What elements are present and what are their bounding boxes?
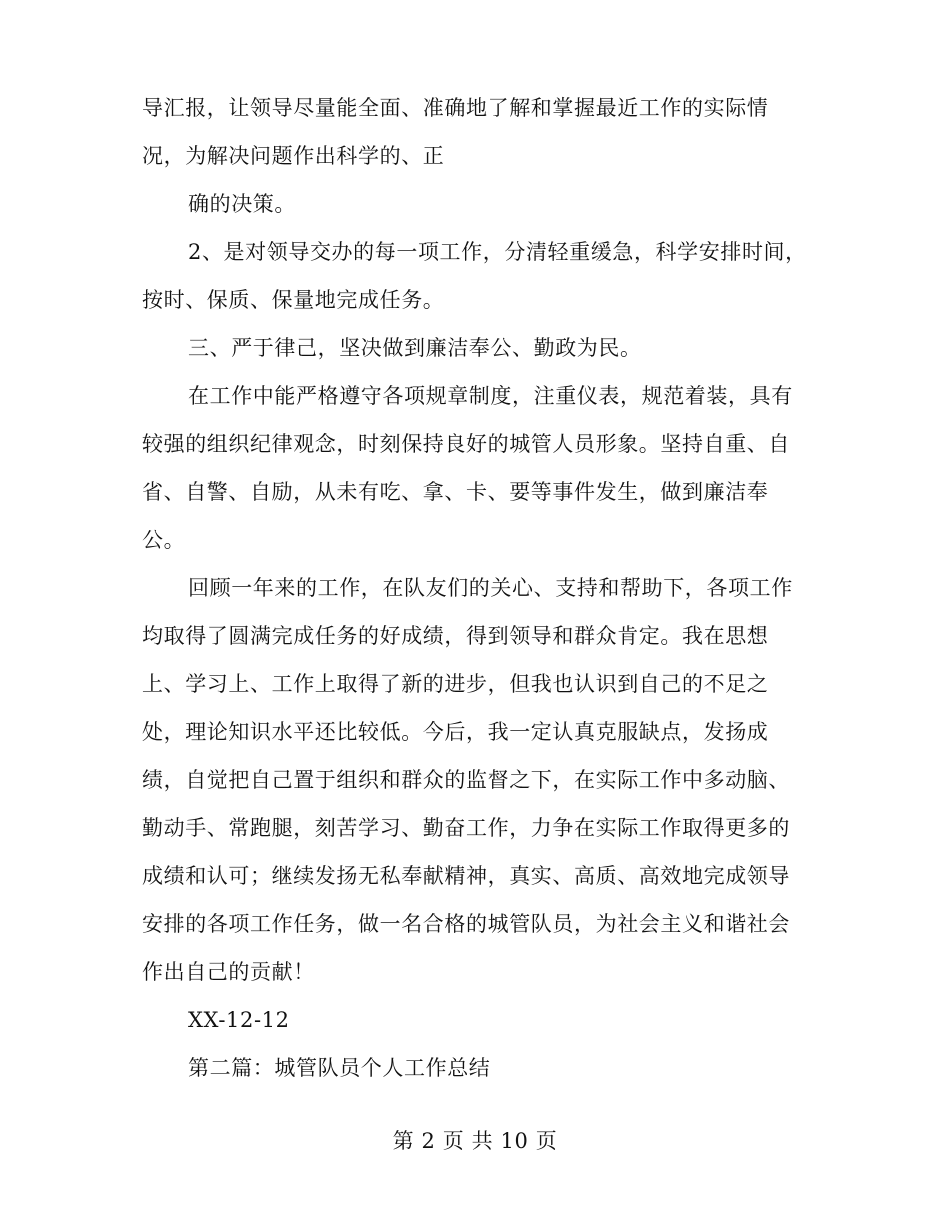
paragraph-line: 按时、保质、保量地完成任务。 [142,288,445,312]
paragraph-line: 处，理论知识水平还比较低。今后，我一定认真克服缺点，发扬成 [142,720,769,744]
paragraph-line: 勤动手、常跑腿，刻苦学习、勤奋工作，力争在实际工作取得更多的 [142,816,790,840]
paragraph-line: 省、自警、自励，从未有吃、拿、卡、要等事件发生，做到廉洁奉 [142,480,769,504]
date-line: XX-12-12 [188,1008,290,1032]
paragraph-line: 成绩和认可；继续发扬无私奉献精神，真实、高质、高效地完成领导 [142,864,790,888]
next-section-title: 第二篇：城管队员个人工作总结 [188,1056,491,1080]
paragraph-line: 绩，自觉把自己置于组织和群众的监督之下，在实际工作中多动脑、 [142,768,790,792]
paragraph-line: 况，为解决问题作出科学的、正 [142,144,445,168]
page-number-footer: 第 2 页 共 10 页 [392,1129,558,1153]
paragraph-line: 上、学习上、工作上取得了新的进步，但我也认识到自己的不足之 [142,672,769,696]
paragraph-line: 回顾一年来的工作，在队友们的关心、支持和帮助下，各项工作 [188,576,793,600]
paragraph-line: 导汇报，让领导尽量能全面、准确地了解和掌握最近工作的实际情 [142,96,769,120]
paragraph-line: 作出自己的贡献！ [142,960,315,984]
paragraph-line: 安排的各项工作任务，做一名合格的城管队员，为社会主义和谐社会 [142,912,790,936]
section-heading: 三、严于律己，坚决做到廉洁奉公、勤政为民。 [188,336,642,360]
paragraph-line: 公。 [142,528,186,552]
paragraph-line: 均取得了圆满完成任务的好成绩，得到领导和群众肯定。我在思想 [142,624,769,648]
paragraph-line: 在工作中能严格遵守各项规章制度，注重仪表，规范着装，具有 [188,384,793,408]
paragraph-line: 较强的组织纪律观念，时刻保持良好的城管人员形象。坚持自重、自 [142,432,790,456]
paragraph-line: 2、是对领导交办的每一项工作，分清轻重缓急，科学安排时间， [188,240,807,264]
paragraph-line: 确的决策。 [188,192,296,216]
